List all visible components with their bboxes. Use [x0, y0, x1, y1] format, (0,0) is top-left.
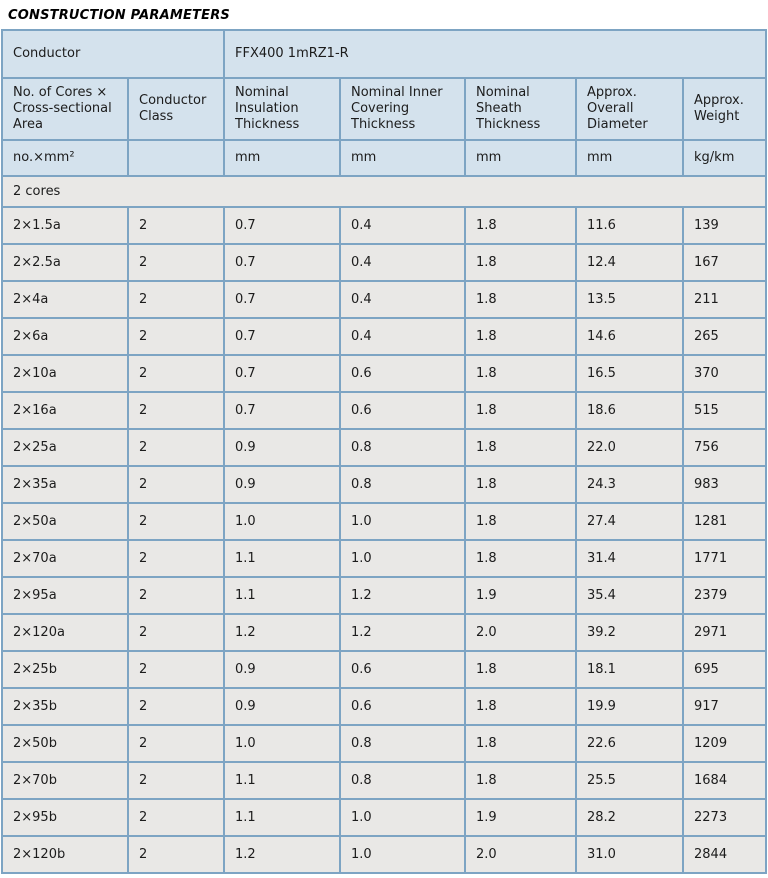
table-cell: 11.6 — [577, 208, 682, 243]
table-cell: 16.5 — [577, 356, 682, 391]
table-cell: 1.8 — [466, 430, 575, 465]
table-cell: 0.7 — [225, 356, 339, 391]
section-label: 2 cores — [3, 177, 765, 206]
table-row — [3, 726, 765, 761]
table-cell: 12.4 — [577, 245, 682, 280]
table-cell: 2 — [129, 541, 223, 576]
table-cell: 25.5 — [577, 763, 682, 798]
table-cell: 2×95a — [3, 578, 127, 613]
table-cell: 1.9 — [466, 800, 575, 835]
column-header-weight: Approx. Weight — [684, 79, 765, 139]
table-cell: 2×35b — [3, 689, 127, 724]
table-row — [3, 800, 765, 835]
table-cell: 2 — [129, 504, 223, 539]
table-cell: 2.0 — [466, 615, 575, 650]
table-cell: 2 — [129, 726, 223, 761]
table-cell: 1.8 — [466, 356, 575, 391]
table-row — [3, 689, 765, 724]
table-cell: 1.8 — [466, 245, 575, 280]
table-cell: 0.4 — [341, 282, 464, 317]
column-header-row — [3, 79, 765, 139]
table-cell: 1.8 — [466, 689, 575, 724]
conductor-row — [3, 31, 765, 77]
table-cell: 1281 — [684, 504, 765, 539]
table-cell: 2×25b — [3, 652, 127, 687]
page-title: CONSTRUCTION PARAMETERS — [8, 8, 230, 23]
table-row — [3, 208, 765, 243]
units-row — [3, 141, 765, 175]
table-cell: 18.1 — [577, 652, 682, 687]
table-cell: 1.8 — [466, 282, 575, 317]
table-cell: 1209 — [684, 726, 765, 761]
table-row — [3, 541, 765, 576]
column-header-inner-covering-thickness: Nominal Inner Covering Thickness — [341, 79, 464, 139]
table-cell: 756 — [684, 430, 765, 465]
table-row — [3, 430, 765, 465]
table-cell: 1.8 — [466, 208, 575, 243]
unit-cell: mm — [577, 141, 682, 175]
table-cell: 917 — [684, 689, 765, 724]
table-cell: 35.4 — [577, 578, 682, 613]
table-row — [3, 319, 765, 354]
table-cell: 0.8 — [341, 726, 464, 761]
table-cell: 0.9 — [225, 652, 339, 687]
table-cell: 2273 — [684, 800, 765, 835]
table-cell: 2×4a — [3, 282, 127, 317]
table-row — [3, 763, 765, 798]
column-header-cores-area: No. of Cores × Cross-sectional Area — [3, 79, 127, 139]
table-row — [3, 282, 765, 317]
unit-cell: no.×mm² — [3, 141, 127, 175]
table-cell: 1771 — [684, 541, 765, 576]
table-cell: 2×1.5a — [3, 208, 127, 243]
table-cell: 1.1 — [225, 541, 339, 576]
table-cell: 1.0 — [341, 504, 464, 539]
table-row — [3, 504, 765, 539]
table-cell: 515 — [684, 393, 765, 428]
table-cell: 2×50b — [3, 726, 127, 761]
construction-parameters-table — [1, 29, 767, 874]
table-cell: 0.7 — [225, 208, 339, 243]
conductor-label: Conductor — [3, 31, 223, 77]
table-cell: 2×6a — [3, 319, 127, 354]
table-cell: 1.0 — [341, 541, 464, 576]
table-cell: 1.8 — [466, 467, 575, 502]
unit-cell: mm — [225, 141, 339, 175]
table-row — [3, 467, 765, 502]
table-cell: 2 — [129, 467, 223, 502]
table-cell: 2 — [129, 430, 223, 465]
table-cell: 2×25a — [3, 430, 127, 465]
table-cell: 1.8 — [466, 319, 575, 354]
table-cell: 2844 — [684, 837, 765, 872]
conductor-value: FFX400 1mRZ1-R — [225, 31, 765, 77]
table-cell: 0.9 — [225, 689, 339, 724]
table-cell: 0.4 — [341, 245, 464, 280]
unit-cell: kg/km — [684, 141, 765, 175]
table-row — [3, 837, 765, 872]
table-cell: 0.4 — [341, 208, 464, 243]
table-cell: 0.6 — [341, 356, 464, 391]
table-cell: 1.2 — [341, 578, 464, 613]
table-cell: 2971 — [684, 615, 765, 650]
table-cell: 0.9 — [225, 430, 339, 465]
table-cell: 2 — [129, 800, 223, 835]
table-cell: 0.8 — [341, 763, 464, 798]
table-cell: 139 — [684, 208, 765, 243]
table-cell: 0.6 — [341, 393, 464, 428]
column-header-conductor-class: Conductor Class — [129, 79, 223, 139]
table-cell: 2 — [129, 763, 223, 798]
table-cell: 1.0 — [341, 837, 464, 872]
table-cell: 2×50a — [3, 504, 127, 539]
table-cell: 167 — [684, 245, 765, 280]
table-cell: 22.0 — [577, 430, 682, 465]
table-cell: 2×120a — [3, 615, 127, 650]
table-cell: 0.7 — [225, 245, 339, 280]
table-cell: 31.0 — [577, 837, 682, 872]
table-cell: 2×120b — [3, 837, 127, 872]
table-cell: 1.8 — [466, 726, 575, 761]
table-cell: 1.8 — [466, 652, 575, 687]
table-cell: 2 — [129, 282, 223, 317]
table-cell: 0.9 — [225, 467, 339, 502]
table-cell: 2 — [129, 615, 223, 650]
table-cell: 0.7 — [225, 393, 339, 428]
table-cell: 1.2 — [225, 837, 339, 872]
table-cell: 1.8 — [466, 763, 575, 798]
table-cell: 2 — [129, 319, 223, 354]
table-cell: 1.0 — [225, 726, 339, 761]
table-row — [3, 615, 765, 650]
table-body — [3, 31, 765, 872]
table-cell: 18.6 — [577, 393, 682, 428]
table-cell: 695 — [684, 652, 765, 687]
table-cell: 1.2 — [225, 615, 339, 650]
table-cell: 14.6 — [577, 319, 682, 354]
table-row — [3, 652, 765, 687]
unit-cell — [129, 141, 223, 175]
table-cell: 2×35a — [3, 467, 127, 502]
table-cell: 22.6 — [577, 726, 682, 761]
table-cell: 2×70a — [3, 541, 127, 576]
table-cell: 2 — [129, 356, 223, 391]
table-cell: 2×2.5a — [3, 245, 127, 280]
column-header-sheath-thickness: Nominal Sheath Thickness — [466, 79, 575, 139]
table-cell: 2379 — [684, 578, 765, 613]
table-cell: 31.4 — [577, 541, 682, 576]
table-cell: 2 — [129, 578, 223, 613]
table-cell: 1.8 — [466, 393, 575, 428]
table-row — [3, 393, 765, 428]
table-cell: 0.6 — [341, 652, 464, 687]
table-cell: 2×95b — [3, 800, 127, 835]
table-cell: 0.6 — [341, 689, 464, 724]
table-cell: 370 — [684, 356, 765, 391]
table-cell: 0.8 — [341, 467, 464, 502]
table-cell: 24.3 — [577, 467, 682, 502]
table-row — [3, 578, 765, 613]
table-cell: 211 — [684, 282, 765, 317]
table-cell: 2×10a — [3, 356, 127, 391]
table-cell: 1.8 — [466, 541, 575, 576]
table-cell: 2 — [129, 393, 223, 428]
table-cell: 27.4 — [577, 504, 682, 539]
table-cell: 265 — [684, 319, 765, 354]
table-cell: 0.7 — [225, 282, 339, 317]
table-cell: 2 — [129, 245, 223, 280]
table-cell: 1684 — [684, 763, 765, 798]
table-cell: 39.2 — [577, 615, 682, 650]
table-cell: 2 — [129, 652, 223, 687]
table-cell: 2.0 — [466, 837, 575, 872]
table-cell: 2 — [129, 837, 223, 872]
table-cell: 1.0 — [341, 800, 464, 835]
table-cell: 13.5 — [577, 282, 682, 317]
table-cell: 2 — [129, 689, 223, 724]
table-cell: 1.1 — [225, 578, 339, 613]
table-cell: 1.0 — [225, 504, 339, 539]
table-cell: 19.9 — [577, 689, 682, 724]
table-row — [3, 356, 765, 391]
column-header-insulation-thickness: Nominal Insulation Thickness — [225, 79, 339, 139]
table-cell: 0.8 — [341, 430, 464, 465]
table-cell: 1.1 — [225, 800, 339, 835]
unit-cell: mm — [466, 141, 575, 175]
table-cell: 1.8 — [466, 504, 575, 539]
table-row — [3, 245, 765, 280]
table-cell: 2×70b — [3, 763, 127, 798]
table-cell: 1.1 — [225, 763, 339, 798]
table-cell: 0.4 — [341, 319, 464, 354]
unit-cell: mm — [341, 141, 464, 175]
table-cell: 28.2 — [577, 800, 682, 835]
table-cell: 1.2 — [341, 615, 464, 650]
table-cell: 983 — [684, 467, 765, 502]
table-cell: 1.9 — [466, 578, 575, 613]
table-cell: 2 — [129, 208, 223, 243]
table-cell: 2×16a — [3, 393, 127, 428]
table-cell: 0.7 — [225, 319, 339, 354]
section-row — [3, 177, 765, 206]
column-header-overall-diameter: Approx. Overall Diameter — [577, 79, 682, 139]
